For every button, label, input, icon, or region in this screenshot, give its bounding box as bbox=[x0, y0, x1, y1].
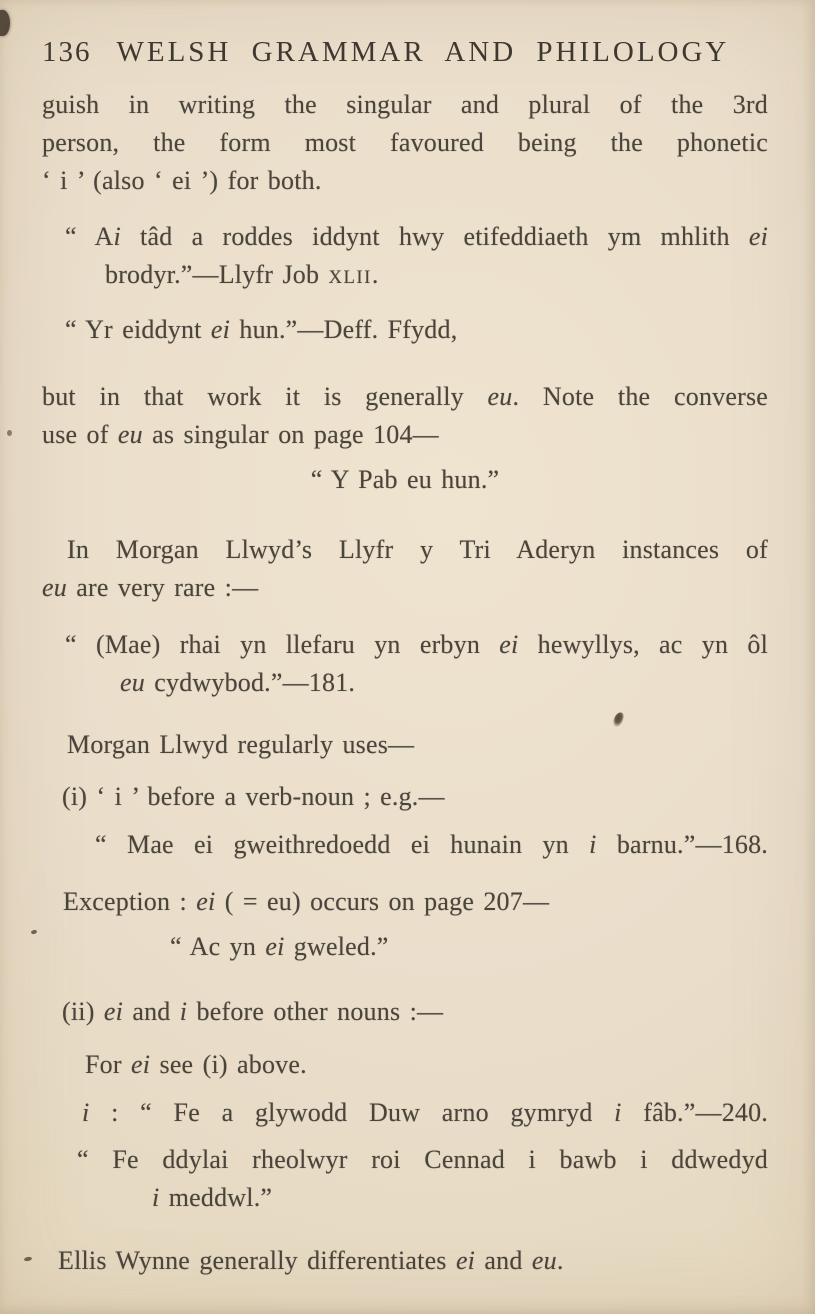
text-run: ( = eu) occurs on page 207— bbox=[215, 887, 550, 916]
text-line bbox=[42, 826, 768, 864]
text-run: hun.”—Deff. Ffydd, bbox=[230, 315, 458, 344]
text-line bbox=[42, 1242, 768, 1280]
text-run: “ Yr eiddynt bbox=[65, 315, 211, 344]
page-number: 136 bbox=[42, 36, 92, 68]
text-line bbox=[42, 124, 768, 162]
text-line bbox=[42, 778, 768, 816]
text-run: eu bbox=[120, 668, 145, 697]
text-run: “ Y Pab eu hun.” bbox=[310, 465, 500, 494]
text-line bbox=[42, 1094, 768, 1132]
text-line bbox=[42, 1046, 768, 1084]
text-run: person, the form most favoured being the phonetic bbox=[42, 128, 768, 157]
text-run: guish in writing the singular and plural of the 3rd bbox=[42, 90, 768, 119]
text-run: barnu.”—168. bbox=[596, 830, 768, 859]
text-run: i bbox=[152, 1183, 160, 1212]
text-line bbox=[42, 256, 768, 297]
text-line bbox=[42, 664, 768, 702]
text-line bbox=[42, 162, 768, 200]
text-run: gweled.” bbox=[284, 932, 389, 961]
text-run: eu bbox=[487, 382, 513, 411]
text-run: “ (Mae) rhai yn llefaru yn erbyn bbox=[65, 630, 500, 659]
text-run: Ellis Wynne generally differentiates bbox=[58, 1246, 456, 1275]
text-run: hewyllys, ac yn ôl bbox=[518, 630, 768, 659]
text-run: (ii) bbox=[62, 997, 104, 1026]
text-run: i bbox=[179, 997, 188, 1026]
text-line bbox=[42, 416, 768, 454]
text-run: XLII bbox=[328, 267, 372, 288]
text-run: ei bbox=[210, 315, 231, 344]
text-run: ei bbox=[103, 997, 124, 1026]
text-run: i bbox=[614, 1098, 622, 1127]
text-run: and bbox=[123, 997, 180, 1026]
text-run: eu bbox=[531, 1246, 557, 1275]
text-run: ei bbox=[499, 630, 519, 659]
text-run: ‘ i ’ (also ‘ ei ’) for both. bbox=[42, 166, 322, 195]
text-run: eu bbox=[117, 420, 143, 449]
text-line bbox=[42, 626, 768, 664]
text-run: ei bbox=[196, 887, 216, 916]
text-run: before other nouns :— bbox=[187, 997, 444, 1026]
text-run: For bbox=[85, 1050, 132, 1079]
text-run: but in that work it is generally bbox=[42, 382, 488, 411]
text-line bbox=[42, 461, 768, 499]
text-run: : “ Fe a glywodd Duw arno gymryd bbox=[89, 1098, 615, 1127]
text-line bbox=[42, 86, 768, 124]
text-line bbox=[42, 883, 768, 921]
page-header bbox=[42, 36, 768, 68]
text-run: ei bbox=[748, 222, 768, 251]
text-run: i bbox=[589, 830, 597, 859]
text-line bbox=[42, 531, 768, 569]
text-run: are very rare :— bbox=[66, 573, 259, 602]
page-title: WELSH GRAMMAR AND PHILOLOGY bbox=[116, 36, 730, 68]
text-line bbox=[42, 569, 768, 607]
text-run: “ Fe ddylai rheolwyr roi Cennad i bawb i ddwedyd bbox=[77, 1145, 768, 1174]
text-run: “ Ac yn bbox=[170, 932, 266, 961]
text-run: Exception : bbox=[63, 887, 197, 916]
text-run: ei bbox=[265, 932, 285, 961]
text-run: . bbox=[371, 260, 379, 289]
text-run: i bbox=[113, 222, 121, 251]
text-run: “ A bbox=[65, 222, 114, 251]
text-run: . Note the converse bbox=[512, 382, 768, 411]
text-run: Morgan Llwyd regularly uses— bbox=[67, 730, 415, 759]
text-run: ei bbox=[131, 1050, 151, 1079]
text-run: “ Mae ei gweithredoedd ei hunain yn bbox=[95, 830, 590, 859]
text-run: tâd a roddes iddynt hwy etifeddiaeth ym mhlith bbox=[120, 222, 749, 251]
text-run: ei bbox=[455, 1246, 476, 1275]
text-run: fâb.”—240. bbox=[621, 1098, 768, 1127]
text-run: eu bbox=[42, 573, 67, 602]
text-run: see (i) above. bbox=[150, 1050, 307, 1079]
text-run: use of bbox=[42, 420, 118, 449]
text-line bbox=[42, 1179, 768, 1217]
text-run: cydwybod.”—181. bbox=[144, 668, 356, 697]
text-run: and bbox=[475, 1246, 532, 1275]
text-line bbox=[42, 311, 768, 349]
text-line bbox=[42, 993, 768, 1031]
text-run: i bbox=[82, 1098, 90, 1127]
text-line bbox=[42, 218, 768, 256]
text-run: as singular on page 104— bbox=[142, 420, 439, 449]
text-line bbox=[42, 378, 768, 416]
text-run: . bbox=[556, 1246, 564, 1275]
text-run: meddwl.” bbox=[159, 1183, 273, 1212]
text-line bbox=[42, 726, 768, 764]
text-run: (i) ‘ i ’ before a verb-noun ; e.g.— bbox=[62, 782, 445, 811]
text-run: In Morgan Llwyd’s Llyfr y Tri Aderyn instances of bbox=[67, 535, 768, 564]
text-line bbox=[42, 928, 768, 966]
text-run: brodyr.”—Llyfr Job bbox=[105, 260, 329, 289]
text-line bbox=[42, 1141, 768, 1179]
